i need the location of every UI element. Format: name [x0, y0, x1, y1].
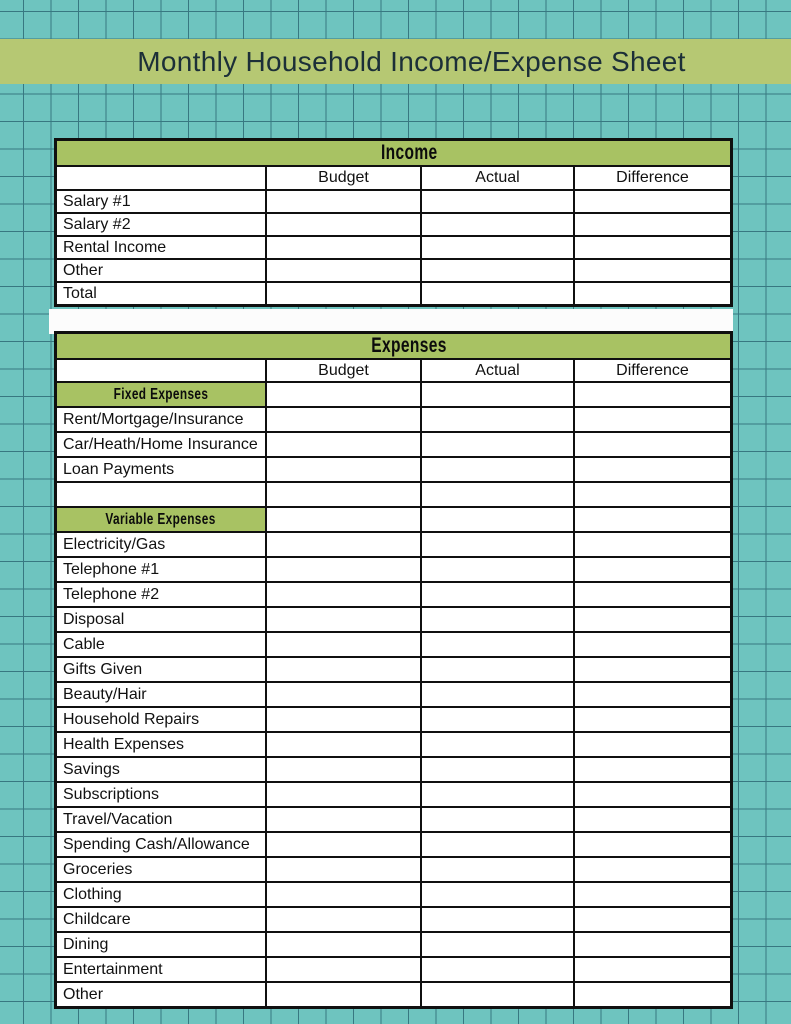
column-header-actual: Actual	[422, 167, 575, 189]
actual-cell[interactable]	[422, 783, 575, 806]
budget-cell[interactable]	[267, 833, 422, 856]
difference-cell[interactable]	[575, 933, 730, 956]
difference-cell[interactable]	[575, 283, 730, 304]
budget-cell[interactable]	[267, 933, 422, 956]
table-row	[57, 708, 730, 733]
title-band	[0, 39, 791, 84]
actual-cell[interactable]	[422, 260, 575, 281]
actual-cell[interactable]	[422, 458, 575, 481]
row-label-cell: Clothing	[57, 883, 267, 906]
actual-cell[interactable]	[422, 237, 575, 258]
table-row	[57, 758, 730, 783]
table-row	[57, 733, 730, 758]
budget-cell[interactable]	[267, 808, 422, 831]
table-row	[57, 458, 730, 483]
actual-cell[interactable]	[422, 683, 575, 706]
actual-cell[interactable]	[422, 508, 575, 531]
budget-cell[interactable]	[267, 508, 422, 531]
row-label-cell: Disposal	[57, 608, 267, 631]
row-label-cell: Total	[57, 283, 267, 304]
table-row	[57, 633, 730, 658]
column-header-row	[57, 167, 730, 191]
actual-cell[interactable]	[422, 533, 575, 556]
difference-cell[interactable]	[575, 708, 730, 731]
table-row	[57, 283, 730, 304]
column-header-budget: Budget	[267, 360, 422, 381]
actual-cell[interactable]	[422, 433, 575, 456]
actual-cell[interactable]	[422, 483, 575, 506]
table-row	[57, 833, 730, 858]
actual-cell[interactable]	[422, 933, 575, 956]
column-header-difference: Difference	[616, 361, 689, 379]
actual-cell[interactable]	[422, 383, 575, 406]
income-table	[54, 138, 733, 307]
table-row	[57, 933, 730, 958]
row-label-header-cell	[57, 360, 267, 381]
row-label-cell: Childcare	[57, 908, 267, 931]
row-label-cell: Dining	[57, 933, 267, 956]
actual-cell[interactable]	[422, 708, 575, 731]
difference-cell[interactable]	[575, 633, 730, 656]
difference-cell[interactable]	[575, 658, 730, 681]
difference-cell[interactable]	[575, 808, 730, 831]
difference-cell[interactable]	[575, 983, 730, 1006]
difference-cell[interactable]	[575, 533, 730, 556]
budget-cell[interactable]	[267, 558, 422, 581]
section-label: Fixed Expenses	[113, 385, 209, 403]
actual-cell[interactable]	[422, 733, 575, 756]
difference-cell[interactable]	[575, 883, 730, 906]
row-label-cell: Gifts Given	[57, 658, 267, 681]
row-label-header-cell	[57, 167, 267, 189]
budget-cell[interactable]	[267, 633, 422, 656]
budget-cell[interactable]	[267, 383, 422, 406]
difference-cell[interactable]	[575, 908, 730, 931]
section-row	[57, 383, 730, 408]
difference-cell[interactable]	[575, 191, 730, 212]
table-row	[57, 808, 730, 833]
budget-cell[interactable]	[267, 733, 422, 756]
difference-cell[interactable]	[575, 758, 730, 781]
page-title: Monthly Household Income/Expense Sheet	[137, 45, 686, 77]
actual-cell[interactable]	[422, 283, 575, 304]
table-row	[57, 583, 730, 608]
actual-cell[interactable]	[422, 214, 575, 235]
budget-cell[interactable]	[267, 958, 422, 981]
expenses-table	[54, 331, 733, 1009]
row-label-cell: Salary #1	[57, 191, 267, 212]
table-row	[57, 408, 730, 433]
table-row	[57, 237, 730, 260]
actual-cell[interactable]	[422, 983, 575, 1006]
budget-cell[interactable]	[267, 214, 422, 235]
budget-cell[interactable]	[267, 783, 422, 806]
difference-cell[interactable]	[575, 683, 730, 706]
column-header-budget: Budget	[267, 167, 422, 189]
income-table-title: Income	[381, 141, 438, 164]
row-label-cell: Household Repairs	[57, 708, 267, 731]
actual-cell[interactable]	[422, 958, 575, 981]
budget-cell[interactable]	[267, 483, 422, 506]
column-header-difference: Difference	[616, 169, 689, 186]
budget-cell[interactable]	[267, 908, 422, 931]
actual-cell[interactable]	[422, 858, 575, 881]
budget-cell[interactable]	[267, 608, 422, 631]
column-header-row	[57, 360, 730, 383]
actual-cell[interactable]	[422, 833, 575, 856]
section-label-cell	[57, 508, 267, 531]
row-label-cell: Rental Income	[57, 237, 267, 258]
section-label-cell	[57, 383, 267, 406]
difference-cell[interactable]	[575, 783, 730, 806]
budget-cell[interactable]	[267, 237, 422, 258]
table-row	[57, 958, 730, 983]
actual-cell[interactable]	[422, 808, 575, 831]
table-row	[57, 608, 730, 633]
table-row	[57, 483, 730, 508]
difference-cell[interactable]	[575, 237, 730, 258]
difference-cell[interactable]	[575, 508, 730, 531]
difference-cell[interactable]	[575, 608, 730, 631]
budget-cell[interactable]	[267, 433, 422, 456]
actual-cell[interactable]	[422, 883, 575, 906]
row-label-cell: Loan Payments	[57, 458, 267, 481]
budget-cell[interactable]	[267, 408, 422, 431]
difference-cell[interactable]	[575, 583, 730, 606]
section-label: Variable Expenses	[105, 510, 217, 528]
row-label-cell: Beauty/Hair	[57, 683, 267, 706]
actual-cell[interactable]	[422, 191, 575, 212]
difference-cell[interactable]	[575, 858, 730, 881]
table-row	[57, 433, 730, 458]
difference-cell[interactable]	[575, 958, 730, 981]
budget-cell[interactable]	[267, 260, 422, 281]
budget-cell[interactable]	[267, 191, 422, 212]
section-row	[57, 508, 730, 533]
row-label-cell: Rent/Mortgage/Insurance	[57, 408, 267, 431]
budget-cell[interactable]	[267, 458, 422, 481]
difference-cell[interactable]	[575, 833, 730, 856]
actual-cell[interactable]	[422, 408, 575, 431]
difference-cell[interactable]	[575, 483, 730, 506]
actual-cell[interactable]	[422, 608, 575, 631]
table-row	[57, 883, 730, 908]
table-row	[57, 783, 730, 808]
actual-cell[interactable]	[422, 583, 575, 606]
difference-cell[interactable]	[575, 558, 730, 581]
row-label-cell	[57, 483, 267, 506]
budget-cell[interactable]	[267, 658, 422, 681]
budget-cell[interactable]	[267, 858, 422, 881]
expenses-table-title-bar	[57, 334, 730, 360]
row-label-cell: Subscriptions	[57, 783, 267, 806]
difference-cell[interactable]	[575, 260, 730, 281]
table-row	[57, 683, 730, 708]
row-label-cell: Electricity/Gas	[57, 533, 267, 556]
row-label-cell: Salary #2	[57, 214, 267, 235]
budget-cell[interactable]	[267, 683, 422, 706]
difference-cell[interactable]	[575, 458, 730, 481]
row-label-cell: Entertainment	[57, 958, 267, 981]
row-label-cell: Cable	[57, 633, 267, 656]
difference-cell[interactable]	[575, 383, 730, 406]
expenses-table-body	[57, 360, 730, 1006]
difference-cell[interactable]	[575, 433, 730, 456]
table-row	[57, 558, 730, 583]
budget-cell[interactable]	[267, 708, 422, 731]
row-label-cell: Health Expenses	[57, 733, 267, 756]
table-row	[57, 658, 730, 683]
budget-cell[interactable]	[267, 283, 422, 304]
income-table-body	[57, 167, 730, 304]
budget-cell[interactable]	[267, 983, 422, 1006]
table-row	[57, 908, 730, 933]
expenses-table-title: Expenses	[371, 334, 448, 357]
actual-cell[interactable]	[422, 633, 575, 656]
row-label-cell: Spending Cash/Allowance	[57, 833, 267, 856]
table-row	[57, 983, 730, 1006]
table-row	[57, 191, 730, 214]
actual-cell[interactable]	[422, 758, 575, 781]
budget-cell[interactable]	[267, 883, 422, 906]
table-row	[57, 260, 730, 283]
table-row	[57, 214, 730, 237]
budget-cell[interactable]	[267, 758, 422, 781]
row-label-cell: Savings	[57, 758, 267, 781]
table-row	[57, 858, 730, 883]
difference-cell[interactable]	[575, 733, 730, 756]
difference-cell[interactable]	[575, 408, 730, 431]
actual-cell[interactable]	[422, 658, 575, 681]
row-label-cell: Car/Heath/Home Insurance	[57, 433, 267, 456]
table-row	[57, 533, 730, 558]
row-label-cell: Telephone #1	[57, 558, 267, 581]
difference-cell[interactable]	[575, 214, 730, 235]
budget-cell[interactable]	[267, 533, 422, 556]
actual-cell[interactable]	[422, 908, 575, 931]
row-label-cell: Other	[57, 983, 267, 1006]
income-table-title-bar	[57, 141, 730, 167]
actual-cell[interactable]	[422, 558, 575, 581]
column-header-actual: Actual	[422, 360, 575, 381]
row-label-cell: Travel/Vacation	[57, 808, 267, 831]
row-label-cell: Telephone #2	[57, 583, 267, 606]
row-label-cell: Other	[57, 260, 267, 281]
budget-cell[interactable]	[267, 583, 422, 606]
row-label-cell: Groceries	[57, 858, 267, 881]
